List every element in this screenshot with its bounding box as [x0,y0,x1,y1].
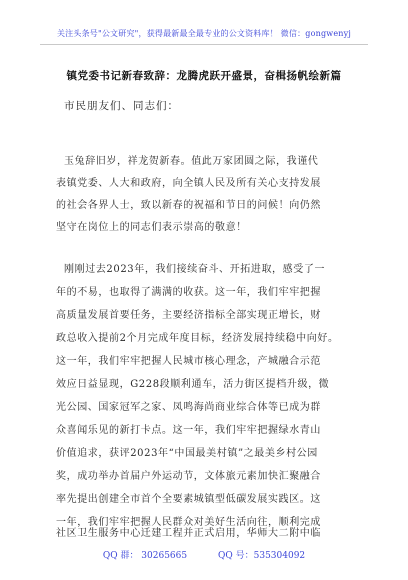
header-banner: 关注头条号"公文研究"，获得最新最全最专业的公文资料库！ 微信：gongwenyj [56,29,352,38]
document-title: 镇党委书记新春致辞：龙腾虎跃开盛景，奋楫扬帆绘新篇 [66,70,342,82]
qq-group: QQ 群： 30265665 [102,551,188,561]
body-line: 这一年，我们牢牢把握人民城市核心理念，产城融合示范 [56,356,321,367]
body-line: 政总收入提前2个月完成年度目标，经济发展持续稳中向好。 [56,333,339,344]
body-line: 坚守在岗位上的同志们表示崇高的敬意！ [56,222,247,233]
body-line: 光公园、国家冠军之家、凤鸣海尚商业综合体等已成为群 [56,402,321,413]
body-line: 奖，成功举办首届户外运动节，文体旅元素加快汇聚融合 [56,471,321,482]
footer-contacts [0,548,408,561]
body-line: 价值追求，获评2023年“中国最美村镇”之最美乡村公园 [56,448,318,459]
body-line: 众喜闻乐见的新打卡点。这一年，我们牢牢把握绿水青山 [56,425,321,436]
header-divider [40,44,368,45]
body-line: 玉兔辞旧岁，祥龙贺新春。值此万家团圆之际，我谨代 [64,156,319,167]
body-line: 刚刚过去2023年，我们接续奋斗、开拓进取，感受了一 [64,264,326,275]
body-line: 年的不易，也取得了满满的收获。这一年，我们牢牢把握 [56,287,321,298]
greeting-line: 市民朋友们、同志们： [64,100,179,112]
qq-number: QQ 号：535304092 [218,551,306,561]
body-line: 效应日益显现，G228段顺利通车，活力街区提档升级，微 [56,379,330,390]
body-line: 社区卫生服务中心迁建工程并正式启用，华师大二附中临 [56,528,321,539]
body-line: 高质量发展首要任务，主要经济指标全部实现正增长，财 [56,310,321,321]
body-line: 的社会各界人士，致以新春的祝福和节日的问候！向仍然 [56,200,321,211]
body-line: 率先提出创建全市首个全要素城镇型低碳发展实践区。这 [56,494,321,505]
body-line: 一年，我们牢牢把握人民群众对美好生活向往，顺利完成 [56,517,321,528]
body-line: 表镇党委、人大和政府，向全镇人民及所有关心支持发展 [56,178,321,189]
